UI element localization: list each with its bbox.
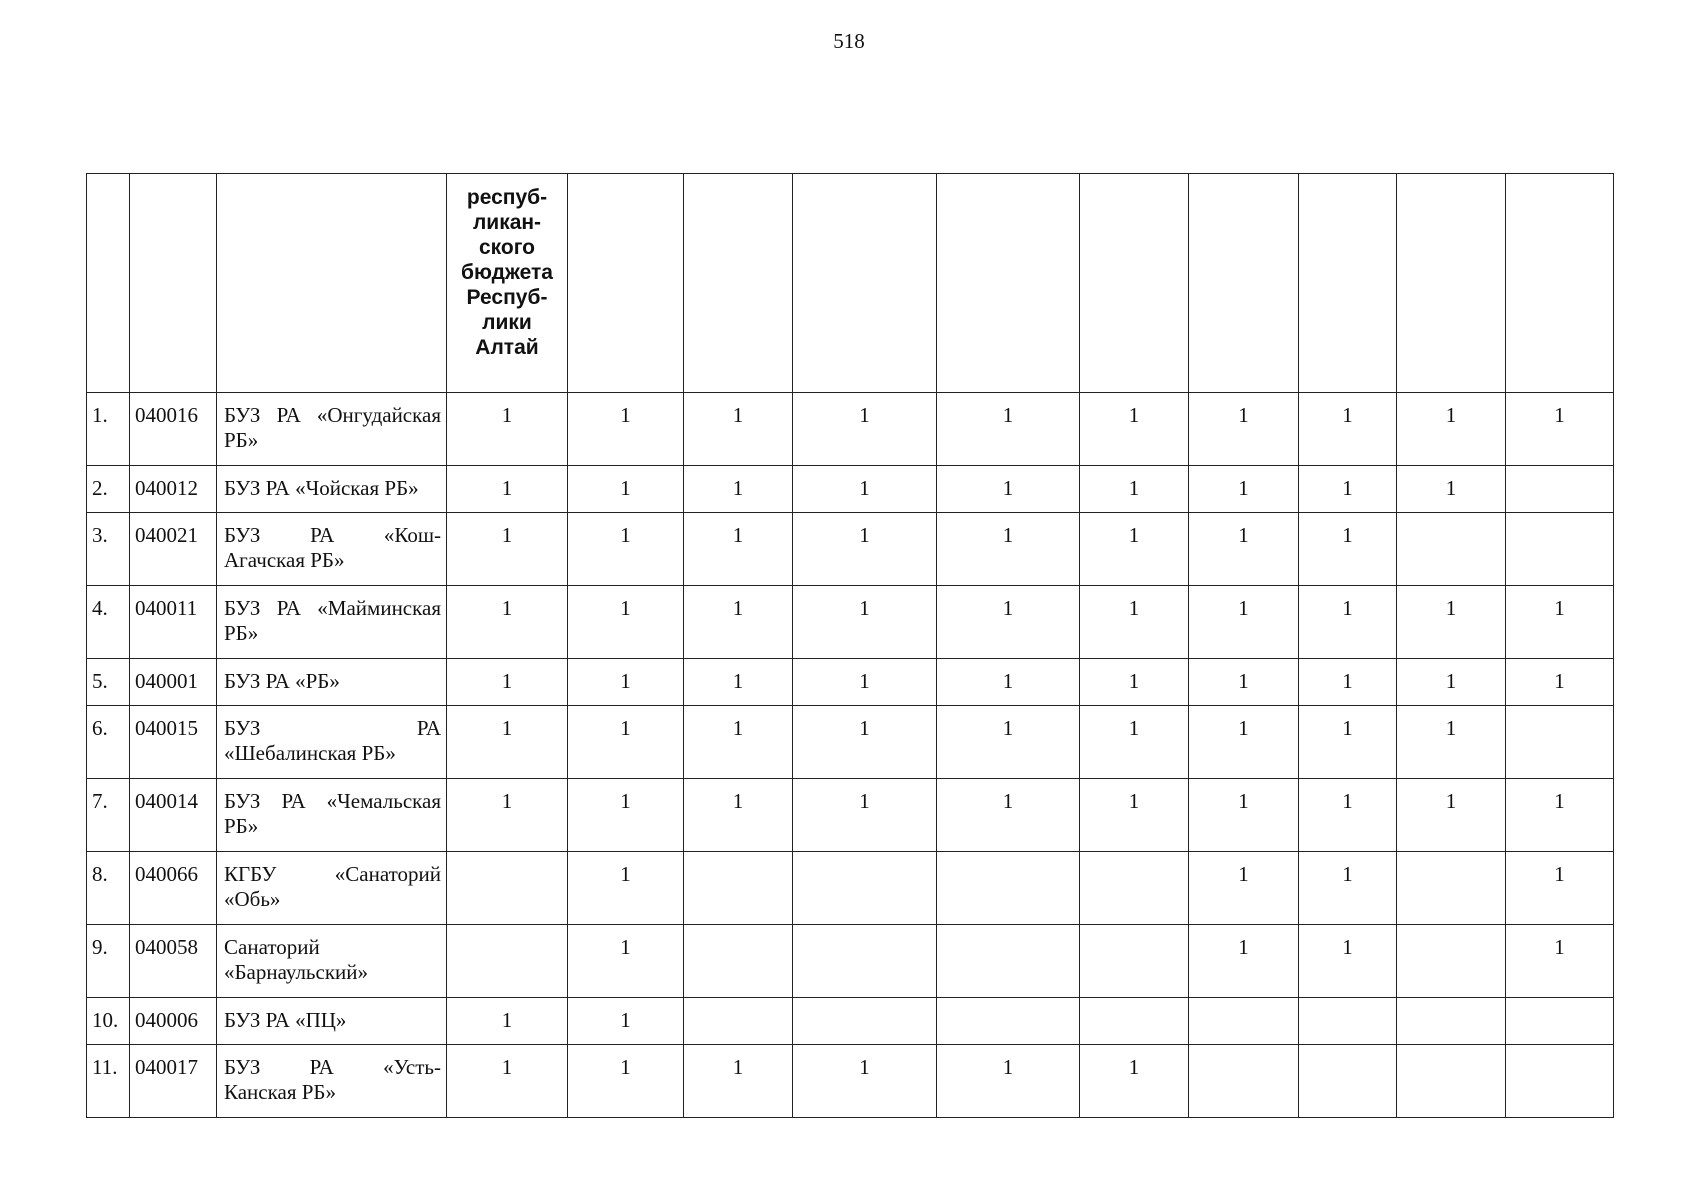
value-cell: 1 <box>937 706 1080 779</box>
header-cell-empty <box>1189 174 1299 393</box>
value-cell: 1 <box>1189 706 1299 779</box>
header-line: Алтай <box>475 336 539 359</box>
value-cell: 1 <box>1397 586 1506 659</box>
value-cell <box>1299 998 1397 1045</box>
value-cell: 1 <box>1080 586 1189 659</box>
value-cell: 1 <box>684 393 793 466</box>
value-cell: 1 <box>937 779 1080 852</box>
header-cell-empty <box>684 174 793 393</box>
header-line: ского <box>478 236 536 259</box>
allocation-table <box>86 173 1614 1118</box>
value-cell: 1 <box>1189 513 1299 586</box>
organization-code: 040066 <box>130 852 217 925</box>
value-cell: 1 <box>1189 852 1299 925</box>
value-cell: 1 <box>568 586 684 659</box>
value-cell <box>1189 1045 1299 1118</box>
value-cell <box>793 925 937 998</box>
row-number: 3. <box>87 513 130 586</box>
value-cell: 1 <box>447 466 568 513</box>
header-line: Респуб- <box>466 286 548 309</box>
value-cell: 1 <box>1299 586 1397 659</box>
value-cell: 1 <box>1506 659 1614 706</box>
organization-name <box>217 706 447 779</box>
value-cell: 1 <box>1506 586 1614 659</box>
value-cell <box>1299 1045 1397 1118</box>
value-cell: 1 <box>1397 393 1506 466</box>
organization-name <box>217 779 447 852</box>
value-cell: 1 <box>1080 706 1189 779</box>
value-cell: 1 <box>447 706 568 779</box>
value-cell: 1 <box>447 659 568 706</box>
row-number: 2. <box>87 466 130 513</box>
organization-name-line: РБ» <box>224 814 259 838</box>
value-cell <box>1506 1045 1614 1118</box>
value-cell: 1 <box>684 659 793 706</box>
organization-name <box>217 513 447 586</box>
value-cell: 1 <box>937 393 1080 466</box>
header-line: бюджета <box>461 261 553 284</box>
value-cell <box>1080 925 1189 998</box>
value-cell: 1 <box>1397 466 1506 513</box>
value-cell: 1 <box>684 1045 793 1118</box>
value-cell: 1 <box>568 1045 684 1118</box>
organization-name <box>217 393 447 466</box>
value-cell: 1 <box>1299 466 1397 513</box>
table-row <box>87 513 1614 586</box>
organization-name <box>217 586 447 659</box>
table-row <box>87 466 1614 513</box>
organization-code: 040014 <box>130 779 217 852</box>
value-cell <box>1397 998 1506 1045</box>
value-cell: 1 <box>447 1045 568 1118</box>
value-cell <box>1397 852 1506 925</box>
header-cell-number <box>87 174 130 393</box>
table-row <box>87 1045 1614 1118</box>
value-cell: 1 <box>793 779 937 852</box>
value-cell <box>684 925 793 998</box>
value-cell: 1 <box>1299 852 1397 925</box>
value-cell <box>1506 706 1614 779</box>
value-cell: 1 <box>447 779 568 852</box>
table-row <box>87 998 1614 1045</box>
value-cell: 1 <box>447 393 568 466</box>
header-cell-republican-budget <box>447 174 568 393</box>
value-cell: 1 <box>1299 779 1397 852</box>
value-cell: 1 <box>1189 659 1299 706</box>
organization-code: 040015 <box>130 706 217 779</box>
organization-name-line: БУЗ РА «Онгудайская <box>224 403 441 427</box>
header-cell-empty <box>937 174 1080 393</box>
organization-code: 040021 <box>130 513 217 586</box>
value-cell: 1 <box>1080 393 1189 466</box>
row-number: 6. <box>87 706 130 779</box>
value-cell: 1 <box>1506 852 1614 925</box>
value-cell: 1 <box>793 513 937 586</box>
value-cell: 1 <box>1299 925 1397 998</box>
organization-name-line: Агачская РБ» <box>224 548 345 572</box>
row-number: 5. <box>87 659 130 706</box>
value-cell: 1 <box>684 466 793 513</box>
table-header-row <box>87 174 1614 393</box>
value-cell: 1 <box>568 779 684 852</box>
organization-name-line: РБ» <box>224 621 259 645</box>
header-cell-empty <box>1397 174 1506 393</box>
value-cell <box>937 998 1080 1045</box>
organization-name-line: БУЗ РА «ПЦ» <box>224 1008 347 1032</box>
header-cell-name <box>217 174 447 393</box>
row-number: 1. <box>87 393 130 466</box>
value-cell: 1 <box>684 706 793 779</box>
header-cell-empty <box>793 174 937 393</box>
value-cell: 1 <box>1299 393 1397 466</box>
table-row <box>87 925 1614 998</box>
value-cell <box>793 998 937 1045</box>
value-cell: 1 <box>937 586 1080 659</box>
header-cell-empty <box>568 174 684 393</box>
value-cell: 1 <box>793 706 937 779</box>
value-cell: 1 <box>447 586 568 659</box>
organization-name-line: «Шебалинская РБ» <box>224 741 396 765</box>
value-cell: 1 <box>1080 1045 1189 1118</box>
value-cell: 1 <box>793 393 937 466</box>
organization-name <box>217 998 447 1045</box>
value-cell: 1 <box>1299 706 1397 779</box>
value-cell <box>1506 466 1614 513</box>
organization-code: 040001 <box>130 659 217 706</box>
value-cell: 1 <box>684 586 793 659</box>
value-cell <box>937 852 1080 925</box>
organization-name-line: «Барнаульский» <box>224 960 369 984</box>
value-cell: 1 <box>1080 466 1189 513</box>
organization-code: 040006 <box>130 998 217 1045</box>
value-cell <box>1397 1045 1506 1118</box>
value-cell: 1 <box>793 659 937 706</box>
value-cell: 1 <box>1506 779 1614 852</box>
value-cell: 1 <box>1397 706 1506 779</box>
value-cell <box>1506 513 1614 586</box>
row-number: 8. <box>87 852 130 925</box>
value-cell: 1 <box>1299 659 1397 706</box>
value-cell: 1 <box>568 513 684 586</box>
organization-name-line: Санаторий <box>224 935 320 959</box>
value-cell: 1 <box>568 466 684 513</box>
value-cell: 1 <box>447 998 568 1045</box>
value-cell <box>447 925 568 998</box>
organization-name-line: БУЗ РА «Майминская <box>224 596 441 620</box>
organization-name-line: КГБУ «Санаторий <box>224 862 441 886</box>
row-number: 10. <box>87 998 130 1045</box>
value-cell: 1 <box>1189 779 1299 852</box>
organization-name-line: БУЗ РА «Усть- <box>224 1055 441 1079</box>
value-cell: 1 <box>1189 393 1299 466</box>
table-row <box>87 706 1614 779</box>
page-number: 518 <box>833 29 865 53</box>
organization-name-line: Канская РБ» <box>224 1080 336 1104</box>
organization-code: 040012 <box>130 466 217 513</box>
row-number: 9. <box>87 925 130 998</box>
value-cell: 1 <box>1397 659 1506 706</box>
organization-code: 040016 <box>130 393 217 466</box>
table-row <box>87 393 1614 466</box>
value-cell: 1 <box>568 393 684 466</box>
value-cell: 1 <box>1080 659 1189 706</box>
organization-name-line: РБ» <box>224 428 259 452</box>
header-cell-empty <box>1299 174 1397 393</box>
value-cell: 1 <box>684 513 793 586</box>
row-number: 7. <box>87 779 130 852</box>
value-cell: 1 <box>568 659 684 706</box>
value-cell: 1 <box>937 1045 1080 1118</box>
header-line: ликан- <box>472 211 542 234</box>
table-row <box>87 779 1614 852</box>
row-number: 4. <box>87 586 130 659</box>
value-cell <box>1397 513 1506 586</box>
value-cell <box>684 998 793 1045</box>
organization-name-line: БУЗ РА «РБ» <box>224 669 340 693</box>
table-row <box>87 659 1614 706</box>
value-cell: 1 <box>568 706 684 779</box>
organization-code: 040058 <box>130 925 217 998</box>
header-cell-empty <box>1506 174 1614 393</box>
organization-name <box>217 925 447 998</box>
value-cell: 1 <box>937 466 1080 513</box>
value-cell: 1 <box>1189 586 1299 659</box>
value-cell: 1 <box>1080 513 1189 586</box>
value-cell <box>1080 852 1189 925</box>
value-cell: 1 <box>1397 779 1506 852</box>
value-cell <box>1080 998 1189 1045</box>
organization-name-line: «Обь» <box>224 887 281 911</box>
value-cell: 1 <box>937 659 1080 706</box>
value-cell <box>1189 998 1299 1045</box>
value-cell <box>793 852 937 925</box>
value-cell: 1 <box>568 998 684 1045</box>
organization-name-line: БУЗ РА «Кош- <box>224 523 441 547</box>
value-cell: 1 <box>793 1045 937 1118</box>
value-cell: 1 <box>1189 466 1299 513</box>
value-cell: 1 <box>447 513 568 586</box>
value-cell: 1 <box>1506 393 1614 466</box>
value-cell <box>684 852 793 925</box>
header-line: лики <box>482 311 532 334</box>
organization-name-line: БУЗ РА <box>224 716 441 740</box>
row-number: 11. <box>87 1045 130 1118</box>
organization-name <box>217 466 447 513</box>
value-cell: 1 <box>1506 925 1614 998</box>
value-cell: 1 <box>793 586 937 659</box>
header-cell-empty <box>1080 174 1189 393</box>
value-cell: 1 <box>1189 925 1299 998</box>
organization-name <box>217 852 447 925</box>
organization-code: 040011 <box>130 586 217 659</box>
value-cell: 1 <box>1080 779 1189 852</box>
value-cell: 1 <box>568 852 684 925</box>
value-cell: 1 <box>684 779 793 852</box>
value-cell <box>937 925 1080 998</box>
value-cell: 1 <box>568 925 684 998</box>
value-cell <box>447 852 568 925</box>
value-cell: 1 <box>937 513 1080 586</box>
organization-name-line: БУЗ РА «Чемальская <box>224 789 441 813</box>
value-cell: 1 <box>1299 513 1397 586</box>
value-cell: 1 <box>793 466 937 513</box>
organization-name <box>217 659 447 706</box>
value-cell <box>1397 925 1506 998</box>
header-cell-code <box>130 174 217 393</box>
header-line: респуб- <box>466 186 548 209</box>
value-cell <box>1506 998 1614 1045</box>
table-row <box>87 852 1614 925</box>
organization-name <box>217 1045 447 1118</box>
organization-code: 040017 <box>130 1045 217 1118</box>
table-row <box>87 586 1614 659</box>
organization-name-line: БУЗ РА «Чойская РБ» <box>224 476 419 500</box>
